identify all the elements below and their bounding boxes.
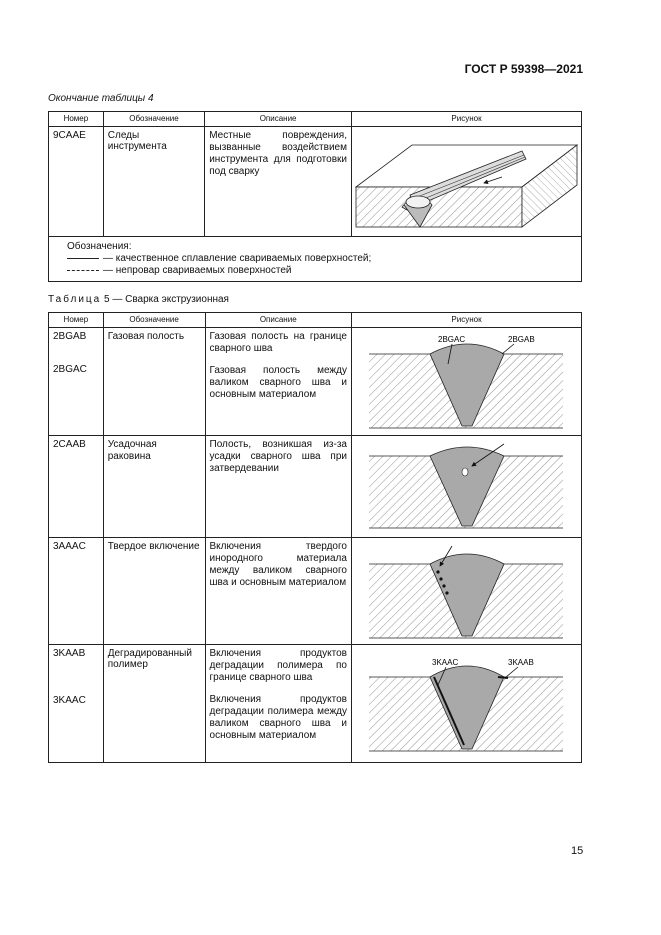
row-description: Полость, возникшая из-за усадки сварного шва при затвердевании — [205, 436, 351, 538]
row-description: Включения продуктов деградации полимера по границе сварного шва Включения продуктов деградации полимера между валиком сварного шва и основным материалом — [205, 645, 351, 763]
row-description: Местные повреждения, вызванные воздействием инструмента для подготовки под сварку — [205, 127, 352, 237]
table-header-row — [49, 112, 582, 127]
table-row — [49, 645, 582, 763]
table-row — [49, 436, 582, 538]
legend-solid-line: — качественное сплавление свариваемых поверхностей; — [67, 253, 563, 265]
figure-label-3kaab: 3KAAB — [507, 658, 534, 667]
row-number: 9CAAE — [49, 127, 104, 237]
row-number: 3KAAB 3KAAC — [49, 645, 104, 763]
row-figure — [351, 538, 581, 645]
figure-label-2bgab: 2BGAB — [507, 335, 535, 344]
dashed-line-swatch — [67, 270, 99, 271]
table-row — [49, 328, 582, 436]
column-header-designation: Обозначение — [103, 112, 204, 127]
column-header-number: Номер — [49, 112, 104, 127]
row-designation: Газовая полость — [103, 328, 205, 436]
row-designation: Деградированный полимер — [103, 645, 205, 763]
table-5 — [48, 312, 582, 763]
column-header-description: Описание — [205, 313, 351, 328]
shrinkage-cavity-figure — [352, 436, 581, 534]
row-description: Включения твердого инородного материала между валиком сварного шва и основным материалом — [205, 538, 351, 645]
table5-caption: Таблица 5 — Сварка экструзионная — [48, 294, 229, 305]
row-designation: Твердое включение — [103, 538, 205, 645]
table-header-row — [49, 313, 582, 328]
figure-label-3kaac: 3KAAC — [431, 658, 459, 667]
legend-dashed-line: — непровар свариваемых поверхностей — [67, 265, 563, 277]
row-number: 2CAAB — [49, 436, 104, 538]
row-figure — [351, 436, 581, 538]
document-standard-header: ГОСТ Р 59398—2021 — [464, 62, 583, 76]
legend-notes — [49, 237, 582, 282]
row-description: Газовая полость на границе сварного шва Газовая полость между валиком сварного шва и основным материалом — [205, 328, 351, 436]
row-number: 3AAAC — [49, 538, 104, 645]
solid-line-swatch — [67, 258, 99, 259]
solid-inclusion-figure — [352, 538, 581, 641]
row-figure — [351, 127, 581, 237]
column-header-number: Номер — [49, 313, 104, 328]
table-row — [49, 127, 582, 237]
table-row — [49, 538, 582, 645]
degraded-polymer-figure — [352, 645, 581, 759]
table-4 — [48, 111, 582, 282]
row-figure — [351, 328, 581, 436]
column-header-description: Описание — [205, 112, 352, 127]
figure-label-2bgac: 2BGAC — [437, 335, 466, 344]
row-designation: Следы инструмента — [103, 127, 204, 237]
gas-cavity-figure — [352, 328, 581, 432]
column-header-designation: Обозначение — [103, 313, 205, 328]
notes-row — [49, 237, 582, 282]
row-number: 2BGAB 2BGAC — [49, 328, 104, 436]
legend-title: Обозначения: — [67, 241, 132, 252]
table4-caption: Окончание таблицы 4 — [48, 93, 154, 104]
page-number: 15 — [571, 845, 584, 857]
tool-marks-figure — [352, 127, 581, 233]
column-header-figure: Рисунок — [351, 313, 581, 328]
column-header-figure: Рисунок — [351, 112, 581, 127]
row-figure — [351, 645, 581, 763]
row-designation: Усадочная раковина — [103, 436, 205, 538]
